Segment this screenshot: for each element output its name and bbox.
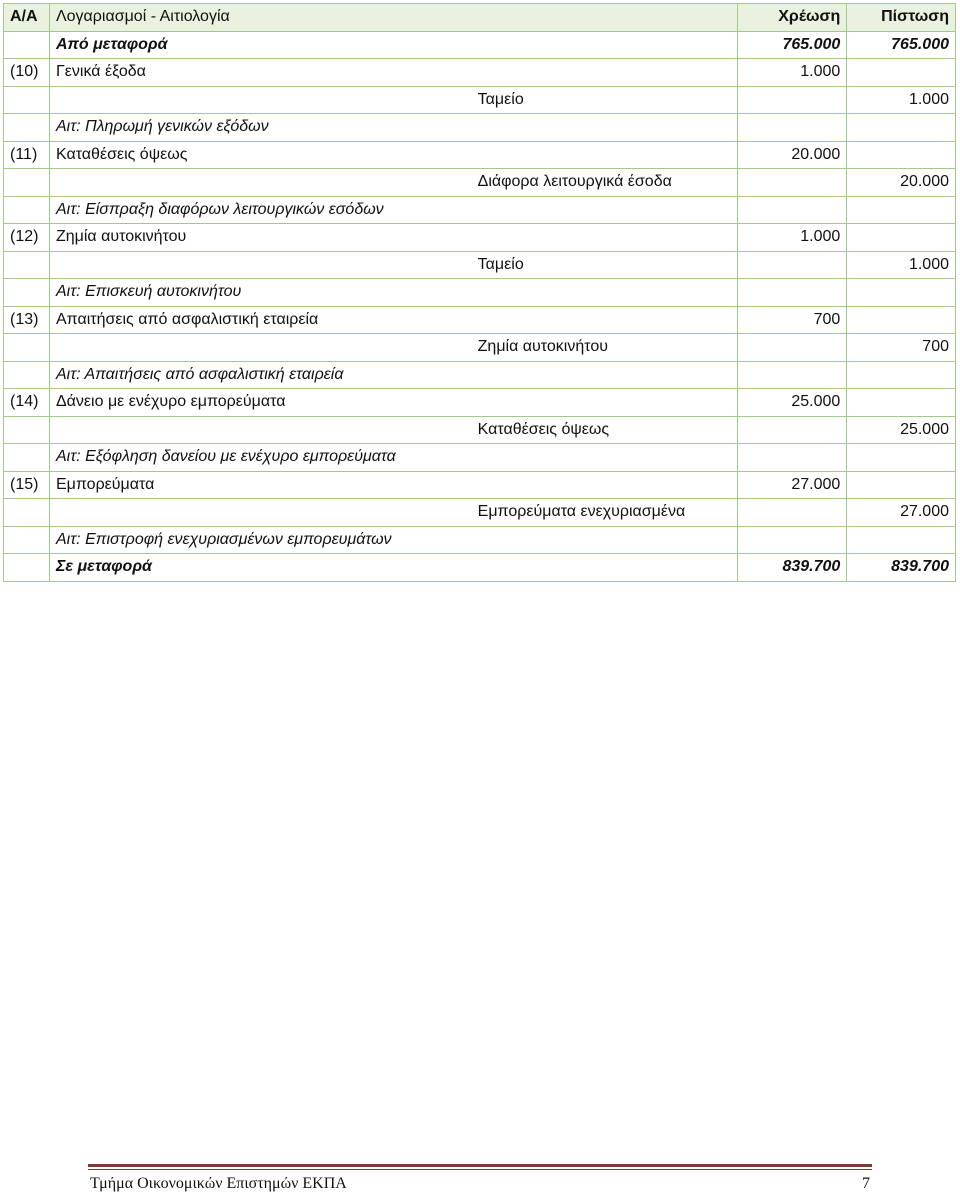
row-spacer: [49, 416, 471, 444]
empty-number-cell: [4, 416, 50, 444]
empty-number-cell: [4, 334, 50, 362]
carry-out-spacer: [472, 554, 737, 582]
header-aa: Α/Α: [4, 4, 50, 32]
empty-debit-cell: [737, 499, 847, 527]
empty-debit-cell: [737, 86, 847, 114]
empty-debit-cell: [737, 279, 847, 307]
row-spacer: [472, 526, 737, 554]
row-spacer: [472, 224, 737, 252]
entry-number: (15): [4, 471, 50, 499]
carry-in-no: [4, 31, 50, 59]
empty-number-cell: [4, 499, 50, 527]
footer-page-number: 7: [862, 1175, 870, 1192]
row-spacer: [472, 114, 737, 142]
debit-account: Καταθέσεις όψεως: [49, 141, 471, 169]
credit-amount: 20.000: [847, 169, 956, 197]
credit-account: Ζημία αυτοκινήτου: [472, 334, 737, 362]
credit-amount: 1.000: [847, 251, 956, 279]
empty-credit-cell: [847, 59, 956, 87]
row-spacer: [472, 196, 737, 224]
entry-credit-row: [4, 251, 956, 279]
row-spacer: [472, 471, 737, 499]
empty-credit-cell: [847, 279, 956, 307]
entry-reason: Αιτ: Απαιτήσεις από ασφαλιστική εταιρεία: [49, 361, 471, 389]
empty-debit-cell: [737, 444, 847, 472]
carry-in-label: Από μεταφορά: [49, 31, 471, 59]
empty-debit-cell: [737, 361, 847, 389]
row-spacer: [49, 499, 471, 527]
entry-credit-row: [4, 169, 956, 197]
footer-rule-thin: [88, 1169, 872, 1170]
carry-out-label: Σε μεταφορά: [49, 554, 471, 582]
empty-credit-cell: [847, 114, 956, 142]
entry-reason: Αιτ: Επιστροφή ενεχυριασμένων εμπορευμάτων: [49, 526, 471, 554]
footer-department: Τμήμα Οικονομικών Επιστημών ΕΚΠΑ: [90, 1175, 347, 1192]
debit-account: Εμπορεύματα: [49, 471, 471, 499]
row-spacer: [49, 169, 471, 197]
debit-account: Δάνειο με ενέχυρο εμπορεύματα: [49, 389, 471, 417]
debit-account: Γενικά έξοδα: [49, 59, 471, 87]
carry-in-row: [4, 31, 956, 59]
empty-number-cell: [4, 114, 50, 142]
journal-body: [4, 4, 956, 582]
entry-credit-row: [4, 499, 956, 527]
empty-credit-cell: [847, 389, 956, 417]
row-spacer: [472, 444, 737, 472]
empty-debit-cell: [737, 196, 847, 224]
row-spacer: [472, 306, 737, 334]
empty-debit-cell: [737, 526, 847, 554]
row-spacer: [49, 334, 471, 362]
empty-debit-cell: [737, 334, 847, 362]
debit-account: Ζημία αυτοκινήτου: [49, 224, 471, 252]
empty-credit-cell: [847, 471, 956, 499]
entry-credit-row: [4, 334, 956, 362]
credit-account: Διάφορα λειτουργικά έσοδα: [472, 169, 737, 197]
entry-debit-row: [4, 224, 956, 252]
entry-number: (10): [4, 59, 50, 87]
entry-credit-row: [4, 416, 956, 444]
header-row: [4, 4, 956, 32]
header-accounts: Λογαριασμοί - Αιτιολογία: [49, 4, 471, 32]
header-debit: Χρέωση: [737, 4, 847, 32]
empty-number-cell: [4, 86, 50, 114]
debit-amount: 700: [737, 306, 847, 334]
empty-debit-cell: [737, 169, 847, 197]
entry-reason-row: [4, 279, 956, 307]
entry-number: (11): [4, 141, 50, 169]
entry-debit-row: [4, 471, 956, 499]
row-spacer: [49, 86, 471, 114]
debit-amount: 20.000: [737, 141, 847, 169]
empty-debit-cell: [737, 114, 847, 142]
entry-reason-row: [4, 114, 956, 142]
footer-rule-thick: [88, 1164, 872, 1167]
empty-credit-cell: [847, 444, 956, 472]
empty-number-cell: [4, 361, 50, 389]
empty-credit-cell: [847, 224, 956, 252]
credit-amount: 27.000: [847, 499, 956, 527]
entry-reason: Αιτ: Επισκευή αυτοκινήτου: [49, 279, 471, 307]
empty-number-cell: [4, 279, 50, 307]
row-spacer: [472, 141, 737, 169]
carry-out-row: [4, 554, 956, 582]
entry-reason: Αιτ: Είσπραξη διαφόρων λειτουργικών εσόδων: [49, 196, 471, 224]
carry-in-spacer: [472, 31, 737, 59]
debit-account: Απαιτήσεις από ασφαλιστική εταιρεία: [49, 306, 471, 334]
entry-debit-row: [4, 59, 956, 87]
debit-amount: 25.000: [737, 389, 847, 417]
entry-reason: Αιτ: Εξόφληση δανείου με ενέχυρο εμπορεύματα: [49, 444, 471, 472]
empty-credit-cell: [847, 141, 956, 169]
credit-amount: 700: [847, 334, 956, 362]
empty-credit-cell: [847, 526, 956, 554]
credit-account: Ταμείο: [472, 86, 737, 114]
carry-in-debit: 765.000: [737, 31, 847, 59]
carry-out-no: [4, 554, 50, 582]
carry-out-credit: 839.700: [847, 554, 956, 582]
carry-in-credit: 765.000: [847, 31, 956, 59]
row-spacer: [49, 251, 471, 279]
empty-credit-cell: [847, 306, 956, 334]
empty-credit-cell: [847, 196, 956, 224]
empty-credit-cell: [847, 361, 956, 389]
credit-amount: 25.000: [847, 416, 956, 444]
entry-credit-row: [4, 86, 956, 114]
debit-amount: 1.000: [737, 224, 847, 252]
header-credit: Πίστωση: [847, 4, 956, 32]
entry-reason-row: [4, 526, 956, 554]
entry-reason-row: [4, 444, 956, 472]
empty-number-cell: [4, 169, 50, 197]
credit-amount: 1.000: [847, 86, 956, 114]
entry-reason-row: [4, 196, 956, 224]
empty-number-cell: [4, 251, 50, 279]
debit-amount: 1.000: [737, 59, 847, 87]
credit-account: Εμπορεύματα ενεχυριασμένα: [472, 499, 737, 527]
empty-number-cell: [4, 196, 50, 224]
credit-account: Ταμείο: [472, 251, 737, 279]
entry-debit-row: [4, 389, 956, 417]
row-spacer: [472, 361, 737, 389]
empty-number-cell: [4, 444, 50, 472]
entry-debit-row: [4, 141, 956, 169]
entry-number: (13): [4, 306, 50, 334]
header-spacer: [472, 4, 737, 32]
carry-out-debit: 839.700: [737, 554, 847, 582]
journal-table: [3, 3, 956, 582]
row-spacer: [472, 279, 737, 307]
entry-number: (12): [4, 224, 50, 252]
empty-debit-cell: [737, 416, 847, 444]
row-spacer: [472, 389, 737, 417]
empty-debit-cell: [737, 251, 847, 279]
entry-number: (14): [4, 389, 50, 417]
entry-debit-row: [4, 306, 956, 334]
row-spacer: [472, 59, 737, 87]
empty-number-cell: [4, 526, 50, 554]
entry-reason-row: [4, 361, 956, 389]
credit-account: Καταθέσεις όψεως: [472, 416, 737, 444]
entry-reason: Αιτ: Πληρωμή γενικών εξόδων: [49, 114, 471, 142]
debit-amount: 27.000: [737, 471, 847, 499]
